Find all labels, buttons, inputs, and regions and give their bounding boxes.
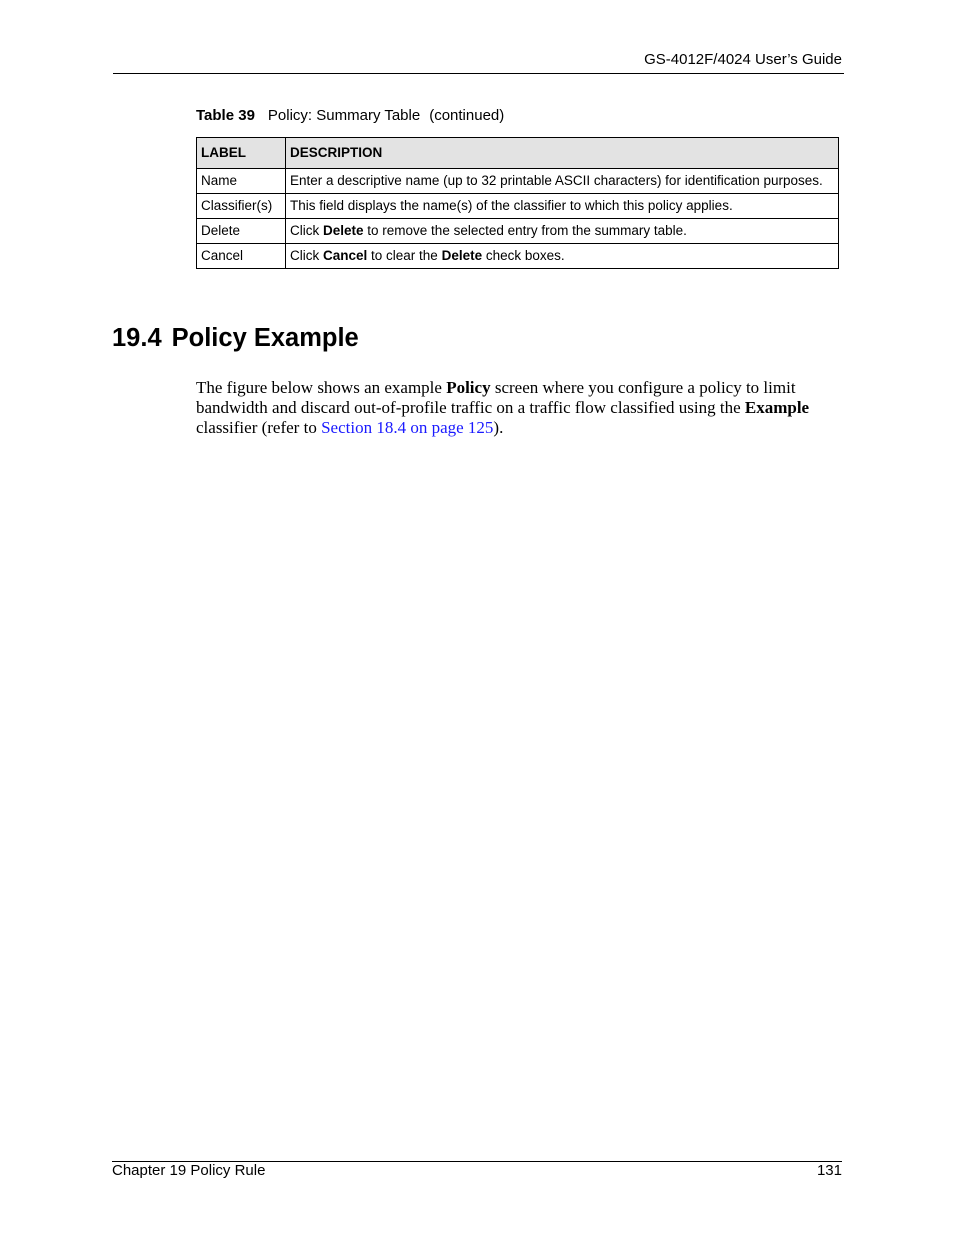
section-heading [112, 324, 359, 353]
guide-title: GS-4012F/4024 User’s Guide [644, 51, 842, 68]
table-row [197, 244, 839, 269]
row-label-delete: Delete [197, 219, 286, 244]
section-number: 19.4 [112, 324, 162, 352]
footer-chapter: Chapter 19 Policy Rule [112, 1162, 266, 1179]
desc-text: Click [290, 223, 323, 238]
table-row [197, 194, 839, 219]
table-caption-number: Table 39 [196, 107, 255, 124]
para-text: screen where you configure a policy to limit bandwidth and discard out-of-profile traffic on a traffic flow classified using the [196, 378, 796, 417]
row-label-classifiers: Classifier(s) [197, 194, 286, 219]
table-caption-suffix: (continued) [429, 107, 505, 124]
row-label-cancel: Cancel [197, 244, 286, 269]
para-bold: Policy [446, 378, 491, 397]
section-title: Policy Example [171, 324, 359, 352]
section-cross-reference-link[interactable]: Section 18.4 on page 125 [321, 418, 494, 437]
row-label-name: Name [197, 169, 286, 194]
column-header-description: DESCRIPTION [286, 138, 839, 169]
table-caption [196, 107, 504, 124]
desc-text: Click [290, 248, 323, 263]
para-text: classifier (refer to [196, 418, 322, 437]
body-paragraph [196, 378, 836, 438]
desc-text: to clear the [367, 248, 442, 263]
desc-bold: Delete [441, 248, 483, 263]
para-text: ). [493, 418, 504, 437]
table-row [197, 219, 839, 244]
desc-bold: Cancel [323, 248, 368, 263]
para-bold: Example [744, 398, 810, 417]
column-header-label: LABEL [197, 138, 286, 169]
header-rule [113, 73, 844, 74]
desc-text: check boxes. [482, 248, 565, 263]
table-row [197, 169, 839, 194]
table-header-row [197, 138, 839, 169]
row-description-name: Enter a descriptive name (up to 32 printable ASCII characters) for identification purposes. [286, 169, 839, 194]
desc-text: to remove the selected entry from the summary table. [363, 223, 687, 238]
row-description-classifiers: This field displays the name(s) of the classifier to which this policy applies. [286, 194, 839, 219]
table-caption-title: Policy: Summary Table [267, 107, 421, 124]
para-text: The figure below shows an example [196, 378, 447, 397]
desc-bold: Delete [323, 223, 364, 238]
footer-page-number: 131 [816, 1162, 842, 1179]
row-description-delete [286, 219, 839, 244]
row-description-cancel [286, 244, 839, 269]
policy-summary-table [196, 137, 839, 269]
